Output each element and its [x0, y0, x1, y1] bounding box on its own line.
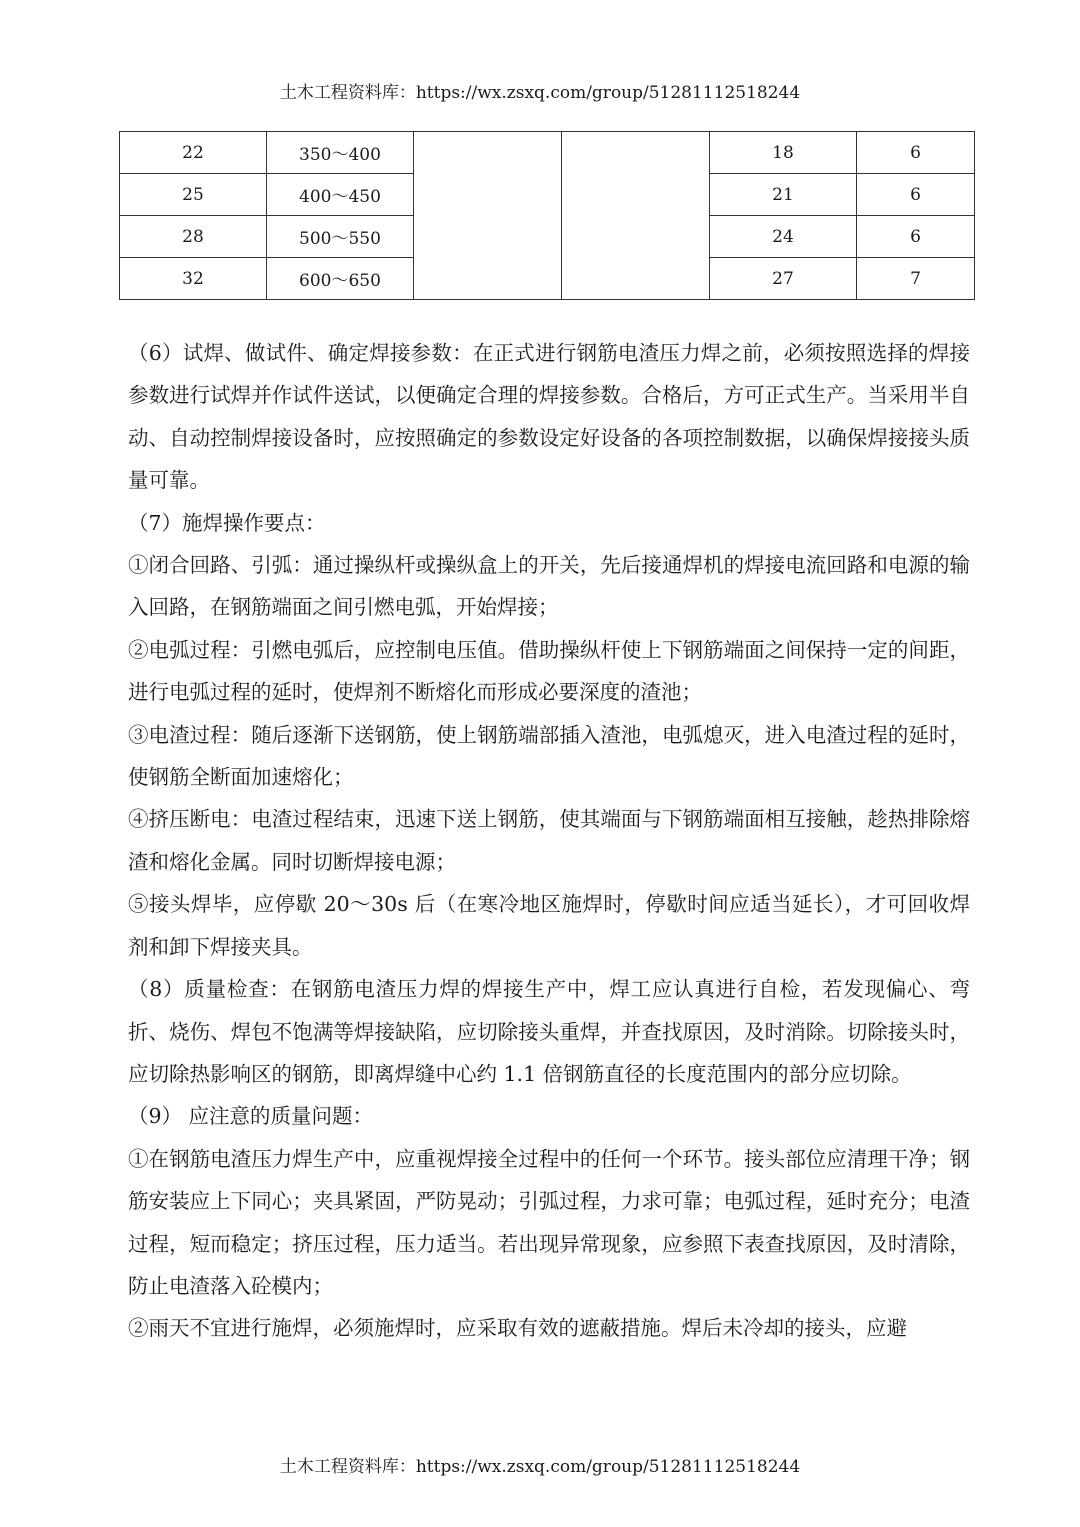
welding-parameters-table	[119, 131, 975, 300]
cell-current: 500～550	[267, 216, 414, 258]
paragraph-step-press-cutoff: ④挤压断电：电渣过程结束，迅速下送上钢筋，使其端面与下钢筋端面相互接触，趁热排除熔渣和熔化金属。同时切断焊接电源；	[128, 807, 970, 874]
cell-current: 600～650	[267, 258, 414, 300]
paragraph-step-arc-start: ①闭合回路、引弧：通过操纵杆或操纵盒上的开关，先后接通焊机的焊接电流回路和电源的输入回路，在钢筋端面之间引燃电弧，开始焊接；	[128, 553, 970, 620]
cell-time: 27	[710, 258, 857, 300]
page-footer: 土木工程资料库：https://wx.zsxq.com/group/51281112518244	[279, 1457, 801, 1477]
cell-diameter: 25	[120, 174, 267, 216]
paragraph-quality-check: （8）质量检查：在钢筋电渣压力焊的焊接生产中，焊工应认真进行自检，若发现偏心、弯折、烧伤、焊包不饱满等焊接缺陷，应切除接头重焊，并查找原因，及时消除。切除接头时，应切除热影响区的钢筋，即离焊缝中心约 1.1 倍钢筋直径的长度范围内的部分应切除。	[128, 977, 970, 1086]
paragraph-issue-2: ②雨天不宜进行施焊，必须施焊时，应采取有效的遮蔽措施。焊后未冷却的接头，应避	[128, 1316, 907, 1341]
paragraph-step-slag-process: ③电渣过程：随后逐渐下送钢筋，使上钢筋端部插入渣池，电弧熄灭，进入电渣过程的延时，使钢筋全断面加速熔化；	[128, 722, 970, 790]
cell-count: 7	[857, 258, 975, 300]
paragraph-trial-welding: （6）试焊、做试件、确定焊接参数：在正式进行钢筋电渣压力焊之前，必须按照选择的焊接参数进行试焊并作试件送试，以便确定合理的焊接参数。合格后，方可正式生产。当采用半自动、自动控制焊接设备时，应按照确定的参数设定好设备的各项控制数据，以确保焊接接头质量可靠。	[128, 341, 970, 493]
paragraph-step-arc-process: ②电弧过程：引燃电弧后，应控制电压值。借助操纵杆使上下钢筋端面之间保持一定的间距，进行电弧过程的延时，使焊剂不断熔化而形成必要深度的渣池；	[128, 637, 970, 705]
paragraph-step-finish: ⑤接头焊毕，应停歇 20～30s 后（在寒冷地区施焊时，停歇时间应适当延长），才可回收焊剂和卸下焊接夹具。	[128, 892, 970, 959]
cell-merged-empty	[562, 132, 710, 300]
cell-current: 350～400	[267, 132, 414, 174]
cell-time: 21	[710, 174, 857, 216]
cell-time: 24	[710, 216, 857, 258]
table-row	[120, 132, 975, 174]
paragraph-operation-heading: （7）施焊操作要点：	[128, 510, 326, 535]
cell-diameter: 28	[120, 216, 267, 258]
cell-merged-empty	[414, 132, 562, 300]
page-header: 土木工程资料库：https://wx.zsxq.com/group/51281112518244	[279, 83, 801, 103]
document-body	[128, 332, 970, 1350]
cell-diameter: 22	[120, 132, 267, 174]
cell-diameter: 32	[120, 258, 267, 300]
cell-count: 6	[857, 216, 975, 258]
paragraph-quality-issues-heading: （9） 应注意的质量问题：	[128, 1104, 374, 1129]
cell-time: 18	[710, 132, 857, 174]
cell-count: 6	[857, 174, 975, 216]
cell-count: 6	[857, 132, 975, 174]
cell-current: 400～450	[267, 174, 414, 216]
paragraph-issue-1: ①在钢筋电渣压力焊生产中，应重视焊接全过程中的任何一个环节。接头部位应清理干净；钢筋安装应上下同心；夹具紧固，严防晃动；引弧过程，力求可靠；电弧过程，延时充分；电渣过程，短而稳定；挤压过程，压力适当。若出现异常现象，应参照下表查找原因，及时清除，防止电渣落入砼模内；	[128, 1146, 970, 1298]
